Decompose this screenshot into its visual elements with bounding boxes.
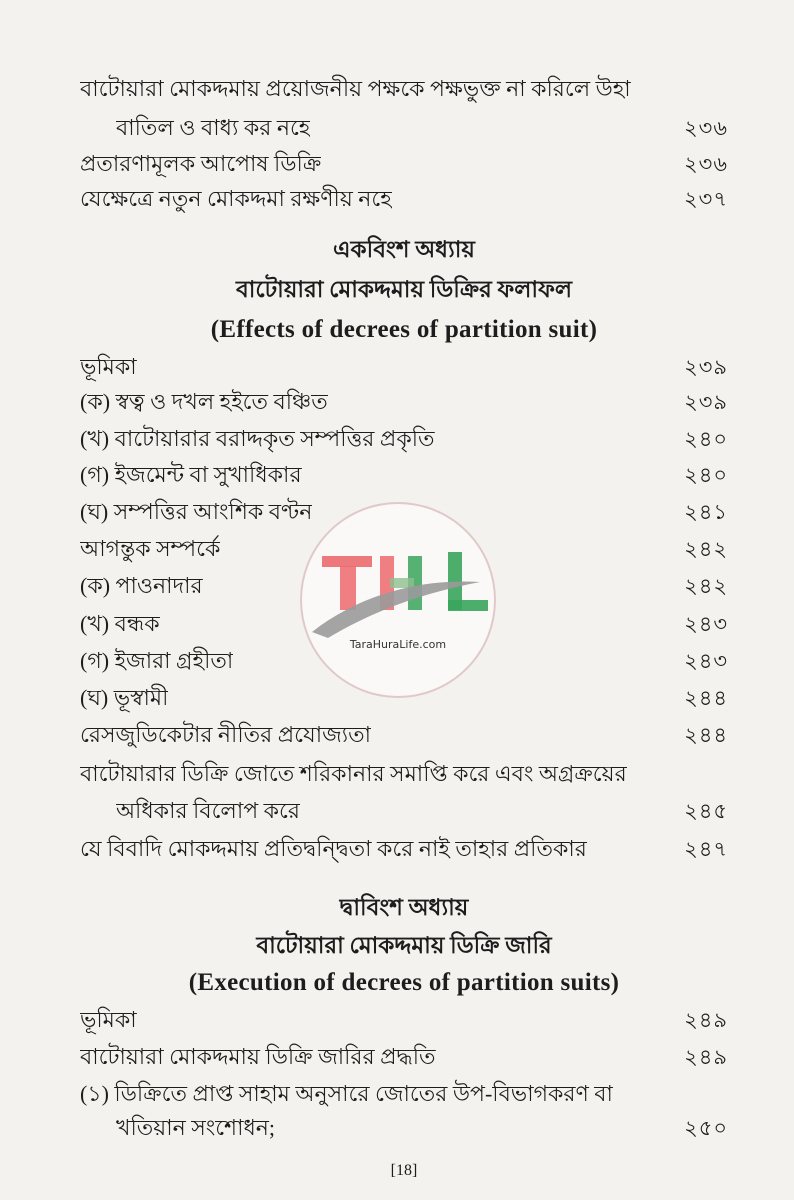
toc-entry-title: যে বিবাদি মোকদ্দমায় প্রতিদ্বন্দ্বিতা করে নাই তাহার প্রতিকার (80, 836, 587, 861)
toc-entry-title: অধিকার বিলোপ করে (116, 798, 300, 823)
toc-page-number: ২৪৪ (684, 723, 728, 747)
toc-page-number: ২৩৬ (684, 152, 728, 176)
toc-entry (80, 183, 728, 215)
watermark-text: TaraHuraLife.com (349, 638, 447, 651)
toc-page-number: ২৪২ (684, 574, 728, 598)
chapter-title-english: (Execution of decrees of partition suits) (188, 969, 620, 996)
toc-page-number: ২৪৩ (684, 612, 728, 636)
toc-page-number: ২৪৭ (684, 837, 728, 861)
toc-entry-title: ভূমিকা (80, 1007, 137, 1032)
toc-page-number: ২৪৪ (684, 686, 728, 710)
toc-page-number: ২৪৯ (684, 1008, 728, 1032)
watermark-logo (298, 500, 498, 700)
toc-entry-continuation (116, 795, 728, 827)
toc-entry (80, 1004, 728, 1036)
toc-entry-title: (গ) ইজমেন্ট বা সুখাধিকার (80, 462, 302, 487)
toc-entry-title: বাটোয়ারা মোকদ্দমায় ডিক্রি জারির প্রদ্ধতি (80, 1044, 436, 1069)
toc-entry-title: (১) ডিক্রিতে প্রাপ্ত সাহাম অনুসারে জোতের উপ-বিভাগকরণ বা (80, 1081, 613, 1106)
toc-page-number: ২৪২ (684, 537, 728, 561)
toc-entry (80, 1078, 760, 1110)
toc-entry-title: (খ) বন্ধক (80, 611, 160, 636)
toc-page-number: ২৪১ (684, 500, 728, 524)
toc-entry-title: বাতিল ও বাধ্য কর নহে (116, 115, 311, 140)
chapter-title: বাটোয়ারা মোকদ্দমায় ডিক্রির ফলাফল (235, 277, 573, 302)
toc-entry (80, 423, 728, 455)
chapter-title-english: (Effects of decrees of partition suit) (210, 316, 598, 343)
toc-entry (80, 148, 728, 180)
toc-entry-title: (খ) বাটোয়ারার বরাদ্দকৃত সম্পত্তির প্রকৃতি (80, 426, 435, 451)
toc-page-number: ২৩৬ (684, 116, 728, 140)
toc-page-number: ২৪৩ (684, 649, 728, 673)
toc-entry (80, 73, 760, 105)
toc-entry-title: (গ) ইজারা গ্রহীতা (80, 648, 234, 673)
toc-entry-title: আগন্তুক সম্পর্কে (80, 536, 221, 561)
toc-page-number: ২৪০ (684, 463, 728, 487)
toc-entry-continuation (116, 1112, 728, 1144)
toc-entry-title: (ক) স্বত্ব ও দখল হইতে বঞ্চিত (80, 389, 328, 414)
toc-page-number: ২৪৯ (684, 1045, 728, 1069)
toc-page-number: ২৩৯ (684, 390, 728, 414)
toc-entry-title: রেসজুডিকেটার নীতির প্রযোজ্যতা (80, 722, 372, 747)
toc-entry (80, 351, 728, 383)
toc-entry-title: খতিয়ান সংশোধন; (116, 1115, 276, 1140)
toc-page-number: ২৩৯ (684, 355, 728, 379)
chapter-number-heading: একবিংশ অধ্যায় (333, 237, 475, 262)
toc-entry (80, 833, 728, 865)
toc-entry-title: (ক) পাওনাদার (80, 573, 203, 598)
toc-page-number: ২৩৭ (684, 187, 728, 211)
toc-entry (80, 1041, 728, 1073)
toc-entry-continuation (116, 112, 728, 144)
toc-entry-title: বাটোয়ারার ডিক্রি জোতে শরিকানার সমাপ্তি করে এবং অগ্রক্রয়ের (80, 761, 627, 786)
toc-entry-title: (ঘ) সম্পত্তির আংশিক বণ্টন (80, 499, 313, 524)
toc-entry-title: যেক্ষেত্রে নতুন মোকদ্দমা রক্ষণীয় নহে (80, 186, 392, 211)
chapter-title: বাটোয়ারা মোকদ্দমায় ডিক্রি জারি (256, 933, 552, 958)
toc-entry-title: (ঘ) ভূস্বামী (80, 685, 169, 710)
toc-page-number: ২৪০ (684, 427, 728, 451)
toc-entry-title: বাটোয়ারা মোকদ্দমায় প্রয়োজনীয় পক্ষকে পক্ষভুক্ত না করিলে উহা (80, 76, 631, 101)
toc-entry (80, 758, 760, 790)
toc-page-number: ২৫০ (684, 1116, 728, 1140)
toc-page-number: ২৪৫ (684, 799, 728, 823)
page-folio: [18] (390, 1162, 418, 1179)
toc-entry (80, 386, 728, 418)
toc-entry (80, 719, 728, 751)
toc-entry (80, 459, 728, 491)
chapter-number-heading: দ্বাবিংশ অধ্যায় (339, 895, 469, 920)
toc-entry-title: ভূমিকা (80, 354, 137, 379)
toc-entry-title: প্রতারণামূলক আপোষ ডিক্রি (80, 151, 322, 176)
